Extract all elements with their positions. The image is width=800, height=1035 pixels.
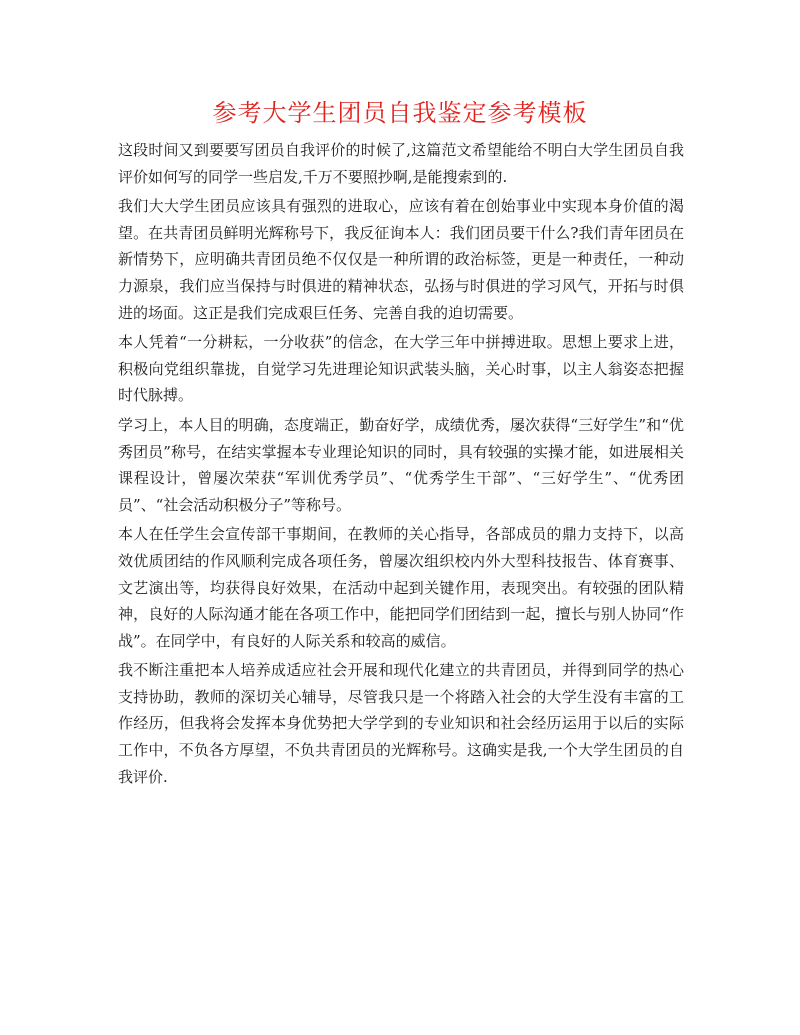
document-title: 参考大学生团员自我鉴定参考模板 [212, 99, 588, 127]
paragraph-study: 学习上，本人目的明确，态度端正，勤奋好学，成绩优秀，屡次获得“三好学生”和“优秀团员”称号，在结实掌握本专业理论知识的同时，具有较强的实操才能，如进展相关课程设计，曾屡次荣获“军训优秀学员”、“优秀学生干部”、“三好学生”、“优秀团员”、“社会活动积极分子”等称号。 [118, 415, 684, 514]
paragraph-student-union: 本人在任学生会宣传部干事期间，在教师的关心指导，各部成员的鼎力支持下，以高效优质团结的作风顺利完成各项任务，曾屡次组织校内外大型科技报告、体育赛事、文艺演出等，均获得良好效果，在活动中起到关键作用，表现突出。有较强的团队精神，良好的人际沟通才能在各项工作中，能把同学们团结到一起，擅长与别人协同“作战”。在同学中，有良好的人际关系和较高的威信。 [118, 525, 684, 650]
paragraph-intro: 这段时间又到要要写团员自我评价的时候了,这篇范文希望能给不明白大学生团员自我评价如何写的同学一些启发,千万不要照抄啊,是能搜索到的. [118, 141, 684, 186]
paragraph-ambition: 我们大大学生团员应该具有强烈的进取心，应该有着在创始事业中实现本身价值的渴望。在共青团员鲜明光辉称号下，我反征询本人：我们团员要干什么?我们青年团员在新情势下，应明确共青团员绝不仅仅是一种所谓的政治标签，更是一种责任，一种动力源泉，我们应当保持与时俱进的精神状态，弘扬与时俱进的学习风气，开拓与时俱进的场面。这正是我们完成艰巨任务、完善自我的迫切需要。 [118, 197, 684, 322]
document-body [118, 137, 684, 793]
paragraph-conclusion: 我不断注重把本人培养成适应社会开展和现代化建立的共青团员，并得到同学的热心支持协助，教师的深切关心辅导，尽管我只是一个将踏入社会的大学生没有丰富的工作经历，但我将会发挥本身优势把大学学到的专业知识和社会经历运用于以后的实际工作中，不负各方厚望，不负共青团员的光辉称号。这确实是我,一个大学生团员的自我评价. [118, 661, 684, 786]
paragraph-ideology: 本人凭着“一分耕耘，一分收获”的信念，在大学三年中拼搏进取。思想上要求上进，积极向党组织靠拢，自觉学习先进理论知识武装头脑，关心时事，以主人翁姿态把握时代脉搏。 [118, 333, 684, 405]
